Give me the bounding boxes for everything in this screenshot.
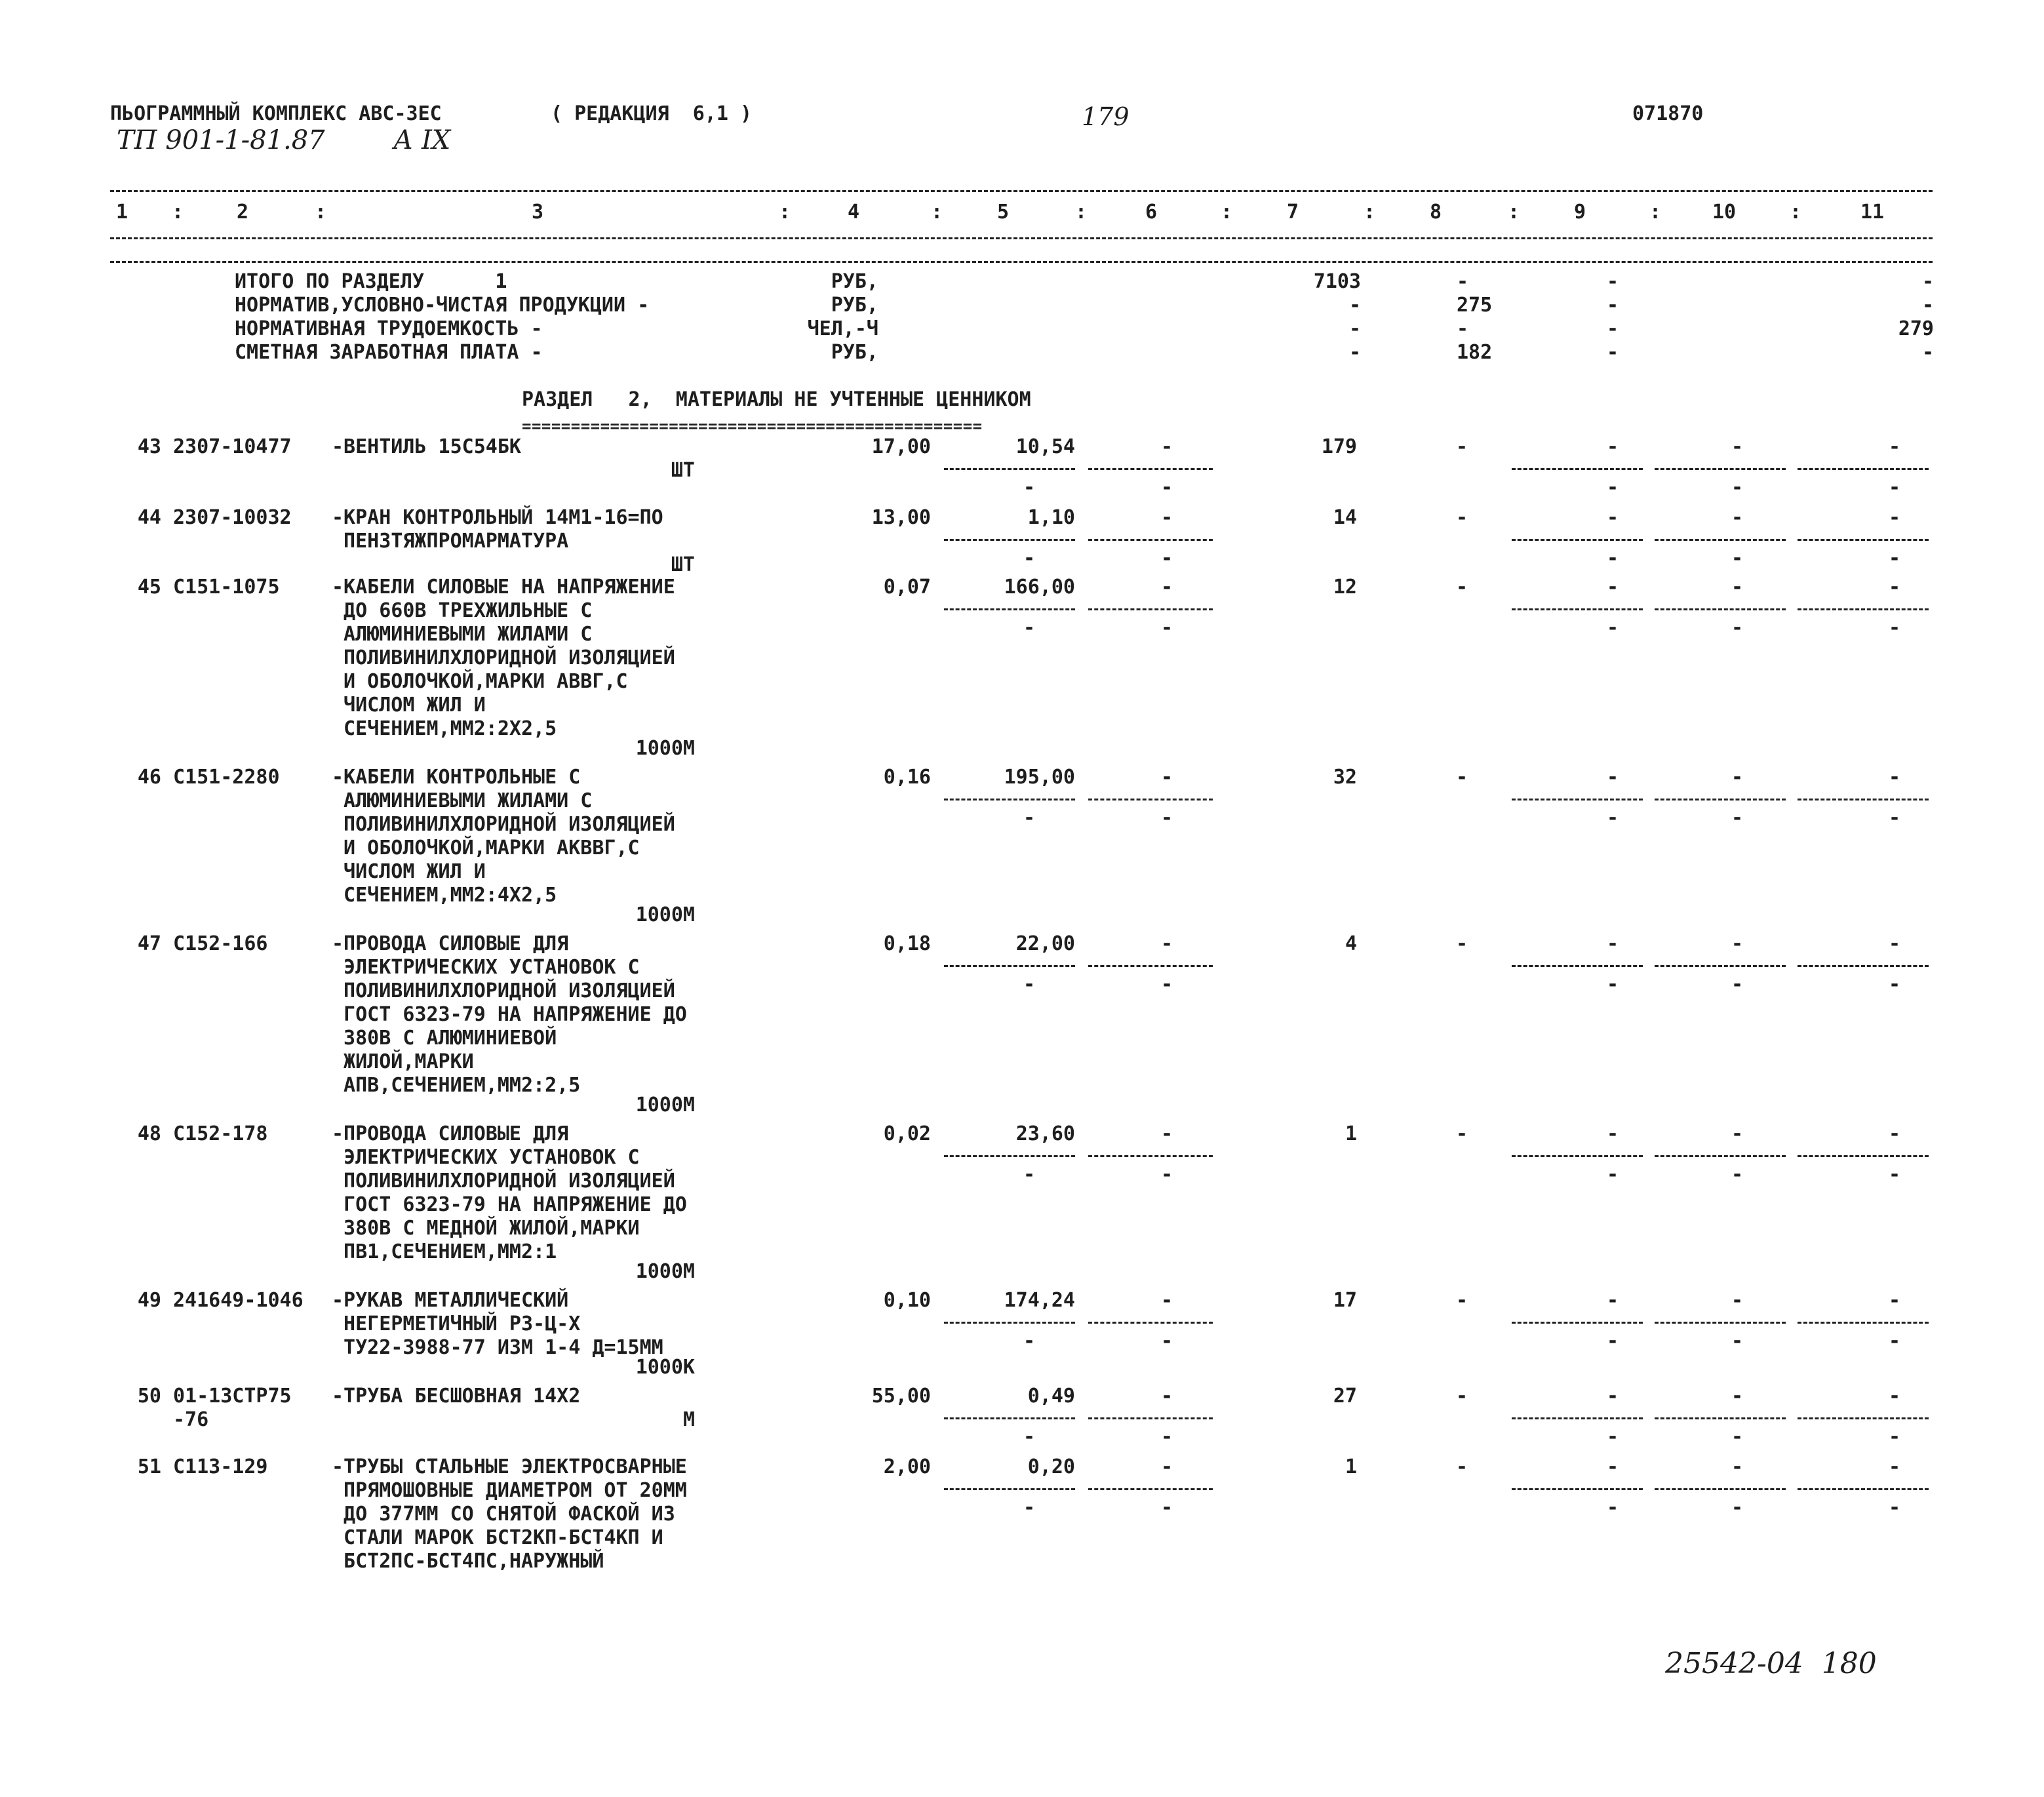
item-col10-sub: - — [1731, 547, 1744, 570]
item-description: СЕЧЕНИЕМ,ММ2:4Х2,5 — [332, 884, 557, 907]
total-col9: - — [1606, 270, 1619, 293]
total-unit: РУБ, — [831, 341, 878, 364]
price-rule — [944, 608, 1075, 610]
item-col10: - — [1731, 1385, 1744, 1408]
item-col6: - — [1160, 506, 1173, 529]
total-col11: - — [1921, 341, 1934, 364]
item-description: ПЕНЗТЯЖПРОМАРМАТУРА — [332, 530, 569, 553]
item-price-sub: - — [1023, 1163, 1036, 1186]
item-col10: - — [1731, 506, 1744, 529]
tp-number: ТП 901-1-81.87 — [117, 125, 325, 155]
item-col7: 179 — [1321, 435, 1357, 458]
item-price-sub: - — [1023, 1496, 1036, 1519]
item-code: С113-129 — [173, 1455, 268, 1478]
item-description: НЕГЕРМЕТИЧНЫЙ РЗ-Ц-Х — [332, 1313, 581, 1335]
price-rule — [944, 965, 1075, 967]
item-number: 48 — [137, 1122, 161, 1145]
item-col7: 17 — [1333, 1289, 1357, 1312]
total-unit: ЧЕЛ,-Ч — [807, 317, 878, 340]
top-rule — [110, 190, 1933, 192]
item-col11-sub: - — [1888, 616, 1901, 639]
item-code: 2307-10032 — [173, 506, 292, 529]
item-price: 195,00 — [1004, 766, 1075, 789]
total-col8: - — [1457, 270, 1469, 293]
item-col8: - — [1455, 1455, 1468, 1478]
item-unit: М — [682, 1408, 695, 1431]
item-col11: - — [1888, 1289, 1901, 1312]
price-rule — [944, 1155, 1075, 1157]
item-description: АПВ,СЕЧЕНИЕМ,ММ2:2,5 — [332, 1074, 581, 1097]
item-number: 50 — [137, 1385, 161, 1408]
item-col6: - — [1160, 1385, 1173, 1408]
item-description: ПРЯМОШОВНЫЕ ДИАМЕТРОМ ОТ 20ММ — [332, 1479, 687, 1502]
item-description: ДО 660В ТРЕХЖИЛЬНЫЕ С — [332, 599, 593, 622]
item-col7: 4 — [1345, 932, 1357, 955]
item-col8: - — [1455, 1385, 1468, 1408]
price-rule — [944, 1488, 1075, 1490]
item-col6: - — [1160, 435, 1173, 458]
item-col8: - — [1455, 1289, 1468, 1312]
item-quantity: 17,00 — [871, 435, 931, 458]
item-col11-sub: - — [1888, 476, 1901, 499]
item-col10: - — [1731, 1289, 1744, 1312]
item-col10-sub: - — [1731, 1496, 1744, 1519]
item-col9: - — [1606, 766, 1619, 789]
item-col9-sub: - — [1606, 616, 1619, 639]
column-separator: : — [172, 201, 184, 224]
col10-rule — [1655, 965, 1786, 967]
item-price: 0,49 — [1027, 1385, 1075, 1408]
col10-rule — [1655, 1417, 1786, 1419]
col9-rule — [1512, 1417, 1643, 1419]
item-col10: - — [1731, 1455, 1744, 1478]
item-description: АЛЮМИНИЕВЫМИ ЖИЛАМИ С — [332, 623, 593, 646]
total-col11: - — [1921, 294, 1934, 317]
col11-rule — [1798, 1322, 1929, 1324]
item-col8: - — [1455, 506, 1468, 529]
column-header-1: 1 — [115, 201, 128, 224]
item-price: 10,54 — [1015, 435, 1075, 458]
edition: ( РЕДАКЦИЯ 6,1 ) — [551, 102, 753, 125]
item-quantity: 0,02 — [883, 1122, 931, 1145]
item-col9-sub: - — [1606, 1425, 1619, 1448]
total-label: НОРМАТИВ,УСЛОВНО-ЧИСТАЯ ПРОДУКЦИИ - — [235, 294, 650, 317]
item-description: -ПРОВОДА СИЛОВЫЕ ДЛЯ — [332, 1122, 569, 1145]
column-header-7: 7 — [1286, 201, 1299, 224]
item-number: 44 — [137, 506, 161, 529]
column-separator: : — [1649, 201, 1662, 224]
item-description: ТУ22-3988-77 ИЗМ 1-4 Д=15ММ — [332, 1336, 663, 1359]
item-description: -КАБЕЛИ КОНТРОЛЬНЫЕ С — [332, 766, 581, 789]
item-col10: - — [1731, 576, 1744, 599]
item-col10-sub: - — [1731, 616, 1744, 639]
item-quantity: 13,00 — [871, 506, 931, 529]
col11-rule — [1798, 539, 1929, 541]
item-code: 2307-10477 — [173, 435, 292, 458]
item-col7: 27 — [1333, 1385, 1357, 1408]
col9-rule — [1512, 1322, 1643, 1324]
item-col9-sub: - — [1606, 547, 1619, 570]
column-separator: : — [1221, 201, 1233, 224]
item-col6-sub: - — [1160, 547, 1173, 570]
document-code: 071870 — [1632, 102, 1704, 125]
item-col10-sub: - — [1731, 1163, 1744, 1186]
item-col9: - — [1606, 1289, 1619, 1312]
item-unit: 1000М — [635, 1094, 695, 1116]
item-col9-sub: - — [1606, 973, 1619, 996]
item-col9: - — [1606, 1122, 1619, 1145]
item-col6-sub: - — [1160, 476, 1173, 499]
col9-rule — [1512, 799, 1643, 800]
item-col9-sub: - — [1606, 806, 1619, 829]
item-description: ЧИСЛОМ ЖИЛ И — [332, 694, 486, 717]
column-separator: : — [1364, 201, 1376, 224]
item-col10: - — [1731, 766, 1744, 789]
col6-rule — [1088, 1488, 1213, 1490]
col9-rule — [1512, 965, 1643, 967]
total-col11: - — [1921, 270, 1934, 293]
col9-rule — [1512, 1155, 1643, 1157]
item-col9-sub: - — [1606, 1163, 1619, 1186]
item-code: С151-1075 — [173, 576, 280, 599]
item-col11-sub: - — [1888, 973, 1901, 996]
price-rule — [944, 1322, 1075, 1324]
item-price-sub: - — [1023, 476, 1036, 499]
item-col6: - — [1160, 576, 1173, 599]
item-description: ГОСТ 6323-79 НА НАПРЯЖЕНИЕ ДО — [332, 1193, 687, 1216]
item-description: ЖИЛОЙ,МАРКИ — [332, 1050, 474, 1073]
col9-rule — [1512, 539, 1643, 541]
item-quantity: 55,00 — [871, 1385, 931, 1408]
item-description: БСТ2ПС-БСТ4ПС,НАРУЖНЫЙ — [332, 1550, 604, 1573]
item-price: 22,00 — [1015, 932, 1075, 955]
item-code: 241649-1046 — [173, 1289, 304, 1312]
col6-rule — [1088, 1322, 1213, 1324]
item-col8: - — [1455, 932, 1468, 955]
item-description: ПВ1,СЕЧЕНИЕМ,ММ2:1 — [332, 1240, 557, 1263]
item-number: 43 — [137, 435, 161, 458]
total-label: НОРМАТИВНАЯ ТРУДОЕМКОСТЬ - — [235, 317, 543, 340]
total-col8: 275 — [1457, 294, 1493, 317]
item-code: 01-13СТР75 — [173, 1385, 292, 1408]
price-rule — [944, 1417, 1075, 1419]
item-description: ЭЛЕКТРИЧЕСКИХ УСТАНОВОК С — [332, 1146, 640, 1169]
item-col9-sub: - — [1606, 1496, 1619, 1519]
item-col6-sub: - — [1160, 1425, 1173, 1448]
item-col6-sub: - — [1160, 616, 1173, 639]
col6-rule — [1088, 799, 1213, 800]
item-unit: ШТ — [671, 553, 695, 576]
item-col9-sub: - — [1606, 476, 1619, 499]
price-rule — [944, 539, 1075, 541]
item-col8: - — [1455, 766, 1468, 789]
item-description: -КАБЕЛИ СИЛОВЫЕ НА НАПРЯЖЕНИЕ — [332, 576, 675, 599]
item-col9: - — [1606, 932, 1619, 955]
col9-rule — [1512, 468, 1643, 470]
item-col10-sub: - — [1731, 1330, 1744, 1353]
header-rule — [110, 237, 1933, 239]
item-number: 49 — [137, 1289, 161, 1312]
col6-rule — [1088, 1155, 1213, 1157]
item-col11: - — [1888, 435, 1901, 458]
total-col11: 279 — [1898, 317, 1934, 340]
total-col9: - — [1606, 341, 1619, 364]
item-col6-sub: - — [1160, 806, 1173, 829]
column-separator: : — [1075, 201, 1088, 224]
item-quantity: 0,07 — [883, 576, 931, 599]
item-col6: - — [1160, 1289, 1173, 1312]
total-col9: - — [1606, 294, 1619, 317]
item-col8: - — [1455, 576, 1468, 599]
item-col10-sub: - — [1731, 476, 1744, 499]
item-description: СЕЧЕНИЕМ,ММ2:2Х2,5 — [332, 717, 557, 740]
item-description: АЛЮМИНИЕВЫМИ ЖИЛАМИ С — [332, 789, 593, 812]
item-col9: - — [1606, 576, 1619, 599]
item-col10-sub: - — [1731, 1425, 1744, 1448]
item-col8: - — [1455, 435, 1468, 458]
col10-rule — [1655, 539, 1786, 541]
item-description: ПОЛИВИНИЛХЛОРИДНОЙ ИЗОЛЯЦИЕЙ — [332, 646, 675, 669]
item-number: 47 — [137, 932, 161, 955]
item-col10-sub: - — [1731, 973, 1744, 996]
item-col10: - — [1731, 932, 1744, 955]
item-description: -РУКАВ МЕТАЛЛИЧЕСКИЙ — [332, 1289, 569, 1312]
item-col7: 12 — [1333, 576, 1357, 599]
item-col11: - — [1888, 1122, 1901, 1145]
album: А IX — [393, 125, 451, 155]
item-description: ЧИСЛОМ ЖИЛ И — [332, 860, 486, 883]
total-col7: - — [1348, 341, 1361, 364]
col9-rule — [1512, 608, 1643, 610]
col10-rule — [1655, 1322, 1786, 1324]
item-number: 45 — [137, 576, 161, 599]
item-description: ПОЛИВИНИЛХЛОРИДНОЙ ИЗОЛЯЦИЕЙ — [332, 979, 675, 1002]
item-col7: 1 — [1345, 1455, 1357, 1478]
col6-rule — [1088, 608, 1213, 610]
col11-rule — [1798, 1488, 1929, 1490]
item-col10-sub: - — [1731, 806, 1744, 829]
item-description: ПОЛИВИНИЛХЛОРИДНОЙ ИЗОЛЯЦИЕЙ — [332, 1170, 675, 1193]
item-unit: 1000М — [635, 737, 695, 760]
item-description: СТАЛИ МАРОК БСТ2КП-БСТ4КП И — [332, 1526, 663, 1549]
item-col6: - — [1160, 1455, 1173, 1478]
item-col6-sub: - — [1160, 1330, 1173, 1353]
item-quantity: 0,16 — [883, 766, 931, 789]
column-separator: : — [779, 201, 791, 224]
column-separator: : — [1790, 201, 1802, 224]
header-rule-2 — [110, 261, 1933, 263]
col10-rule — [1655, 468, 1786, 470]
item-price-sub: - — [1023, 806, 1036, 829]
column-header-5: 5 — [996, 201, 1010, 224]
item-code-cont: -76 — [173, 1408, 209, 1431]
item-col6: - — [1160, 766, 1173, 789]
item-col7: 32 — [1333, 766, 1357, 789]
section-title: РАЗДЕЛ 2, МАТЕРИАЛЫ НЕ УЧТЕННЫЕ ЦЕННИКОМ — [522, 388, 1031, 411]
column-header-4: 4 — [847, 201, 860, 224]
col6-rule — [1088, 468, 1213, 470]
item-col7: 14 — [1333, 506, 1357, 529]
price-rule — [944, 468, 1075, 470]
item-code: С152-166 — [173, 932, 268, 955]
total-col8: - — [1457, 317, 1469, 340]
item-col9: - — [1606, 1455, 1619, 1478]
item-price-sub: - — [1023, 1425, 1036, 1448]
item-description: ПОЛИВИНИЛХЛОРИДНОЙ ИЗОЛЯЦИЕЙ — [332, 813, 675, 836]
col6-rule — [1088, 1417, 1213, 1419]
program-title: ПЬОГРАММНЫЙ КОМПЛЕКС АВС-ЗЕС — [110, 102, 442, 125]
item-number: 46 — [137, 766, 161, 789]
item-col10: - — [1731, 1122, 1744, 1145]
total-col7: 7103 — [1313, 270, 1361, 293]
item-price: 166,00 — [1004, 576, 1075, 599]
item-col10: - — [1731, 435, 1744, 458]
item-quantity: 2,00 — [883, 1455, 931, 1478]
total-col9: - — [1606, 317, 1619, 340]
item-code: С151-2280 — [173, 766, 280, 789]
column-header-2: 2 — [236, 201, 249, 224]
price-rule — [944, 799, 1075, 800]
item-unit: 1000К — [635, 1356, 695, 1379]
item-price-sub: - — [1023, 1330, 1036, 1353]
item-col9: - — [1606, 1385, 1619, 1408]
item-description: -ВЕНТИЛЬ 15С54БК — [332, 435, 521, 458]
col9-rule — [1512, 1488, 1643, 1490]
total-unit: РУБ, — [831, 270, 878, 293]
column-header-8: 8 — [1429, 201, 1442, 224]
total-col7: - — [1348, 317, 1361, 340]
column-header-11: 11 — [1860, 201, 1885, 224]
item-description: -ТРУБЫ СТАЛЬНЫЕ ЭЛЕКТРОСВАРНЫЕ — [332, 1455, 687, 1478]
col11-rule — [1798, 1155, 1929, 1157]
column-header-3: 3 — [531, 201, 544, 224]
item-col6-sub: - — [1160, 1163, 1173, 1186]
total-unit: РУБ, — [831, 294, 878, 317]
page-number: 179 — [1082, 102, 1130, 131]
item-col11-sub: - — [1888, 1425, 1901, 1448]
column-header-6: 6 — [1145, 201, 1158, 224]
item-price: 174,24 — [1004, 1289, 1075, 1312]
col11-rule — [1798, 965, 1929, 967]
col6-rule — [1088, 539, 1213, 541]
item-col7: 1 — [1345, 1122, 1357, 1145]
item-description: ЭЛЕКТРИЧЕСКИХ УСТАНОВОК С — [332, 956, 640, 979]
item-code: С152-178 — [173, 1122, 268, 1145]
column-separator: : — [931, 201, 943, 224]
item-col11-sub: - — [1888, 1496, 1901, 1519]
item-unit: 1000М — [635, 1260, 695, 1283]
item-col11: - — [1888, 932, 1901, 955]
item-col6: - — [1160, 1122, 1173, 1145]
item-col11-sub: - — [1888, 1330, 1901, 1353]
item-price-sub: - — [1023, 616, 1036, 639]
item-col6-sub: - — [1160, 1496, 1173, 1519]
col11-rule — [1798, 608, 1929, 610]
section-underline: =============================================== — [522, 417, 983, 435]
item-description: И ОБОЛОЧКОЙ,МАРКИ АВВГ,С — [332, 670, 628, 693]
item-price: 1,10 — [1027, 506, 1075, 529]
item-col6-sub: - — [1160, 973, 1173, 996]
total-col7: - — [1348, 294, 1361, 317]
total-label: СМЕТНАЯ ЗАРАБОТНАЯ ПЛАТА - — [235, 341, 543, 364]
item-unit: 1000М — [635, 903, 695, 926]
col11-rule — [1798, 799, 1929, 800]
item-col11: - — [1888, 576, 1901, 599]
item-description: И ОБОЛОЧКОЙ,МАРКИ АКВВГ,С — [332, 837, 640, 859]
item-description: -ТРУБА БЕСШОВНАЯ 14Х2 — [332, 1385, 581, 1408]
archive-stamp: 25542-04 180 — [1665, 1647, 1877, 1680]
col10-rule — [1655, 1488, 1786, 1490]
item-col9-sub: - — [1606, 1330, 1619, 1353]
item-price-sub: - — [1023, 973, 1036, 996]
item-col11-sub: - — [1888, 806, 1901, 829]
item-col9: - — [1606, 506, 1619, 529]
item-quantity: 0,10 — [883, 1289, 931, 1312]
item-price: 0,20 — [1027, 1455, 1075, 1478]
item-col11-sub: - — [1888, 1163, 1901, 1186]
column-header-9: 9 — [1573, 201, 1586, 224]
item-col11: - — [1888, 766, 1901, 789]
item-description: 380В С АЛЮМИНИЕВОЙ — [332, 1027, 557, 1050]
col10-rule — [1655, 1155, 1786, 1157]
col11-rule — [1798, 1417, 1929, 1419]
col10-rule — [1655, 799, 1786, 800]
item-description: -КРАН КОНТРОЛЬНЫЙ 14М1-16=ПО — [332, 506, 663, 529]
item-description: ГОСТ 6323-79 НА НАПРЯЖЕНИЕ ДО — [332, 1003, 687, 1026]
column-separator: : — [1508, 201, 1520, 224]
item-quantity: 0,18 — [883, 932, 931, 955]
item-col11: - — [1888, 1385, 1901, 1408]
column-header-10: 10 — [1712, 201, 1737, 224]
item-price: 23,60 — [1015, 1122, 1075, 1145]
item-description: 380В С МЕДНОЙ ЖИЛОЙ,МАРКИ — [332, 1217, 640, 1240]
item-col9: - — [1606, 435, 1619, 458]
total-label: ИТОГО ПО РАЗДЕЛУ 1 — [235, 270, 507, 293]
col11-rule — [1798, 468, 1929, 470]
column-separator: : — [315, 201, 327, 224]
total-col8: 182 — [1457, 341, 1493, 364]
item-number: 51 — [137, 1455, 161, 1478]
col6-rule — [1088, 965, 1213, 967]
item-unit: ШТ — [671, 459, 695, 482]
item-col11: - — [1888, 1455, 1901, 1478]
item-description: -ПРОВОДА СИЛОВЫЕ ДЛЯ — [332, 932, 569, 955]
item-col8: - — [1455, 1122, 1468, 1145]
item-price-sub: - — [1023, 547, 1036, 570]
item-col11-sub: - — [1888, 547, 1901, 570]
col10-rule — [1655, 608, 1786, 610]
item-description: ДО 377ММ СО СНЯТОЙ ФАСКОЙ ИЗ — [332, 1503, 675, 1526]
item-col11: - — [1888, 506, 1901, 529]
item-col6: - — [1160, 932, 1173, 955]
